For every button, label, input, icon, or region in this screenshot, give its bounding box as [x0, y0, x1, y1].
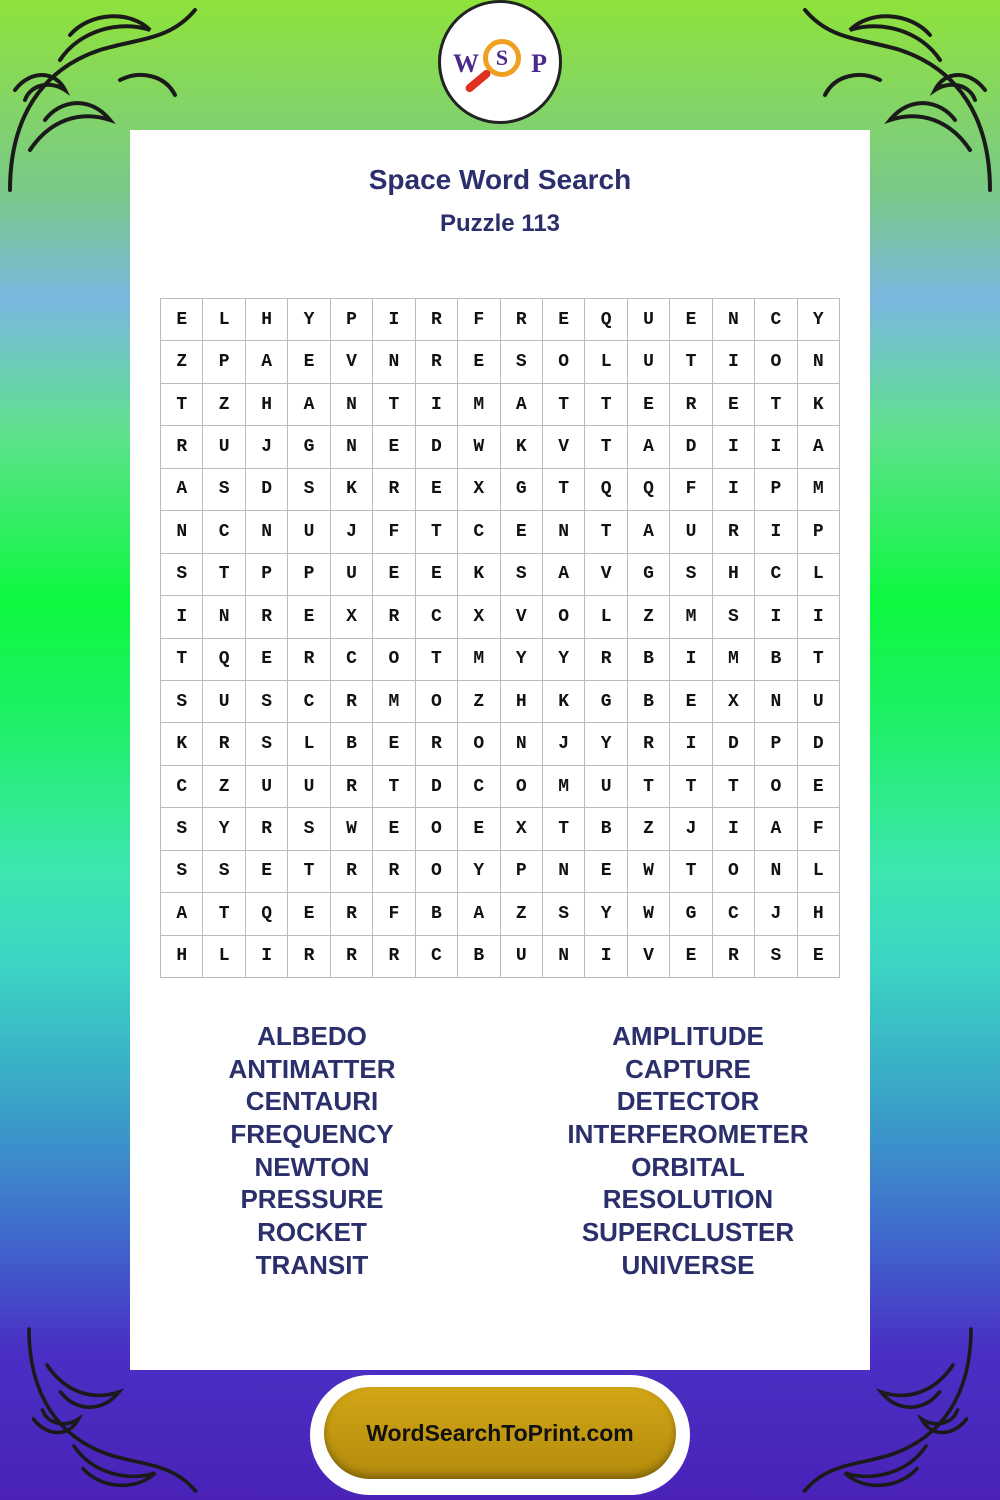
word-list-item: CENTAURI: [245, 1086, 379, 1117]
grid-cell[interactable]: S: [246, 723, 288, 765]
grid-cell[interactable]: C: [416, 596, 458, 638]
grid-cell[interactable]: E: [373, 723, 415, 765]
grid-cell[interactable]: C: [416, 936, 458, 978]
grid-cell[interactable]: O: [713, 851, 755, 893]
grid-cell[interactable]: T: [585, 511, 627, 553]
grid-cell[interactable]: C: [713, 893, 755, 935]
grid-cell[interactable]: T: [543, 808, 585, 850]
grid-cell[interactable]: R: [501, 299, 543, 341]
grid-cell[interactable]: B: [416, 893, 458, 935]
grid-cell[interactable]: L: [798, 554, 840, 596]
grid-cell[interactable]: W: [331, 808, 373, 850]
grid-cell[interactable]: N: [161, 511, 203, 553]
grid-cell[interactable]: P: [331, 299, 373, 341]
grid-cell[interactable]: E: [670, 936, 712, 978]
grid-cell[interactable]: R: [713, 936, 755, 978]
grid-cell[interactable]: K: [458, 554, 500, 596]
grid-cell[interactable]: G: [585, 681, 627, 723]
grid-cell[interactable]: N: [373, 341, 415, 383]
grid-cell[interactable]: S: [161, 554, 203, 596]
grid-cell[interactable]: V: [543, 426, 585, 468]
grid-cell[interactable]: F: [458, 299, 500, 341]
grid-cell[interactable]: Y: [585, 893, 627, 935]
grid-cell[interactable]: P: [798, 511, 840, 553]
grid-cell[interactable]: N: [543, 851, 585, 893]
grid-cell[interactable]: M: [373, 681, 415, 723]
grid-cell[interactable]: B: [458, 936, 500, 978]
grid-cell[interactable]: E: [798, 766, 840, 808]
grid-cell[interactable]: Y: [585, 723, 627, 765]
grid-cell[interactable]: O: [416, 681, 458, 723]
grid-cell[interactable]: G: [288, 426, 330, 468]
grid-cell[interactable]: S: [713, 596, 755, 638]
grid-cell[interactable]: H: [798, 893, 840, 935]
grid-cell[interactable]: B: [628, 639, 670, 681]
grid-cell[interactable]: J: [670, 808, 712, 850]
grid-cell[interactable]: N: [203, 596, 245, 638]
grid-cell[interactable]: T: [798, 639, 840, 681]
grid-cell[interactable]: T: [373, 766, 415, 808]
grid-cell[interactable]: N: [501, 723, 543, 765]
grid-cell[interactable]: X: [501, 808, 543, 850]
grid-cell[interactable]: J: [331, 511, 373, 553]
grid-cell[interactable]: C: [203, 511, 245, 553]
grid-cell[interactable]: T: [203, 893, 245, 935]
grid-cell[interactable]: R: [628, 723, 670, 765]
grid-cell[interactable]: X: [458, 469, 500, 511]
grid-cell[interactable]: C: [755, 299, 797, 341]
grid-cell[interactable]: P: [288, 554, 330, 596]
grid-cell[interactable]: R: [161, 426, 203, 468]
grid-cell[interactable]: N: [713, 299, 755, 341]
grid-cell[interactable]: T: [203, 554, 245, 596]
grid-cell[interactable]: U: [585, 766, 627, 808]
grid-cell[interactable]: M: [713, 639, 755, 681]
grid-cell[interactable]: G: [501, 469, 543, 511]
grid-cell[interactable]: F: [670, 469, 712, 511]
grid-cell[interactable]: R: [331, 851, 373, 893]
grid-cell[interactable]: Z: [161, 341, 203, 383]
grid-cell[interactable]: S: [670, 554, 712, 596]
grid-cell[interactable]: D: [416, 426, 458, 468]
grid-cell[interactable]: C: [755, 554, 797, 596]
grid-cell[interactable]: I: [246, 936, 288, 978]
grid-cell[interactable]: I: [416, 384, 458, 426]
grid-cell[interactable]: U: [288, 511, 330, 553]
grid-cell[interactable]: F: [798, 808, 840, 850]
grid-cell[interactable]: I: [798, 596, 840, 638]
grid-cell[interactable]: M: [670, 596, 712, 638]
grid-cell[interactable]: B: [755, 639, 797, 681]
grid-cell[interactable]: D: [670, 426, 712, 468]
grid-cell[interactable]: H: [246, 299, 288, 341]
logo-letter-s: S: [495, 45, 509, 70]
grid-cell[interactable]: S: [161, 808, 203, 850]
grid-cell[interactable]: Z: [628, 596, 670, 638]
grid-cell[interactable]: N: [543, 936, 585, 978]
grid-cell[interactable]: E: [670, 681, 712, 723]
word-list-item: SUPERCLUSTER: [581, 1217, 795, 1248]
grid-cell[interactable]: P: [203, 341, 245, 383]
grid-cell[interactable]: H: [161, 936, 203, 978]
grid-cell[interactable]: E: [458, 341, 500, 383]
grid-cell[interactable]: G: [628, 554, 670, 596]
grid-cell[interactable]: E: [373, 808, 415, 850]
grid-cell[interactable]: U: [203, 681, 245, 723]
grid-cell[interactable]: S: [161, 851, 203, 893]
grid-cell[interactable]: U: [246, 766, 288, 808]
grid-cell[interactable]: R: [246, 596, 288, 638]
grid-cell[interactable]: C: [458, 766, 500, 808]
grid-cell[interactable]: E: [288, 341, 330, 383]
grid-cell[interactable]: O: [755, 341, 797, 383]
grid-cell[interactable]: T: [373, 384, 415, 426]
grid-cell[interactable]: I: [713, 469, 755, 511]
grid-cell[interactable]: E: [628, 384, 670, 426]
grid-cell[interactable]: R: [288, 639, 330, 681]
grid-cell[interactable]: I: [585, 936, 627, 978]
grid-cell[interactable]: K: [798, 384, 840, 426]
grid-cell[interactable]: V: [501, 596, 543, 638]
grid-cell[interactable]: U: [501, 936, 543, 978]
grid-cell[interactable]: A: [543, 554, 585, 596]
grid-cell[interactable]: E: [373, 426, 415, 468]
grid-cell[interactable]: R: [416, 341, 458, 383]
grid-cell[interactable]: J: [543, 723, 585, 765]
puzzle-number: Puzzle 113: [439, 210, 561, 237]
grid-cell[interactable]: E: [543, 299, 585, 341]
grid-cell[interactable]: G: [670, 893, 712, 935]
word-list-item: NEWTON: [254, 1151, 370, 1182]
grid-cell[interactable]: N: [798, 341, 840, 383]
grid-cell[interactable]: N: [755, 681, 797, 723]
grid-cell[interactable]: A: [628, 511, 670, 553]
grid-cell[interactable]: T: [416, 639, 458, 681]
grid-cell[interactable]: L: [288, 723, 330, 765]
footer-site-label: WordSearchToPrint.com: [366, 1419, 634, 1446]
wsp-logo: [438, 0, 562, 124]
grid-cell[interactable]: L: [203, 299, 245, 341]
grid-cell[interactable]: E: [246, 851, 288, 893]
grid-cell[interactable]: A: [628, 426, 670, 468]
grid-cell[interactable]: C: [458, 511, 500, 553]
grid-cell[interactable]: N: [331, 426, 373, 468]
grid-cell[interactable]: O: [543, 596, 585, 638]
grid-cell[interactable]: P: [755, 469, 797, 511]
grid-cell[interactable]: O: [755, 766, 797, 808]
grid-cell[interactable]: E: [416, 554, 458, 596]
grid-cell[interactable]: T: [543, 469, 585, 511]
grid-cell[interactable]: E: [288, 596, 330, 638]
grid-cell[interactable]: C: [161, 766, 203, 808]
grid-cell[interactable]: E: [416, 469, 458, 511]
grid-cell[interactable]: R: [246, 808, 288, 850]
grid-cell[interactable]: A: [246, 341, 288, 383]
grid-cell[interactable]: Q: [246, 893, 288, 935]
grid-cell[interactable]: Z: [203, 766, 245, 808]
word-list-item: AMPLITUDE: [612, 1021, 764, 1051]
grid-cell[interactable]: S: [203, 469, 245, 511]
grid-cell[interactable]: I: [670, 723, 712, 765]
grid-cell[interactable]: T: [416, 511, 458, 553]
grid-cell[interactable]: T: [161, 384, 203, 426]
grid-cell[interactable]: E: [373, 554, 415, 596]
grid-cell[interactable]: Z: [458, 681, 500, 723]
grid-cell[interactable]: N: [755, 851, 797, 893]
grid-cell[interactable]: M: [798, 469, 840, 511]
word-list-item: TRANSIT: [255, 1249, 369, 1280]
grid-cell[interactable]: Z: [203, 384, 245, 426]
grid-cell[interactable]: E: [161, 299, 203, 341]
grid-cell[interactable]: R: [713, 511, 755, 553]
grid-cell[interactable]: R: [373, 596, 415, 638]
grid-cell[interactable]: I: [713, 426, 755, 468]
grid-cell[interactable]: T: [670, 766, 712, 808]
footer-site-button[interactable]: [324, 1387, 676, 1479]
grid-cell[interactable]: E: [585, 851, 627, 893]
grid-cell[interactable]: S: [203, 851, 245, 893]
grid-cell[interactable]: K: [331, 469, 373, 511]
grid-cell[interactable]: S: [246, 681, 288, 723]
grid-cell[interactable]: V: [585, 554, 627, 596]
grid-cell[interactable]: R: [670, 384, 712, 426]
grid-cell[interactable]: S: [543, 893, 585, 935]
grid-cell[interactable]: R: [416, 299, 458, 341]
grid-cell[interactable]: I: [713, 808, 755, 850]
grid-cell[interactable]: T: [288, 851, 330, 893]
word-list-item: ROCKET: [257, 1217, 367, 1248]
grid-cell[interactable]: B: [585, 808, 627, 850]
grid-cell[interactable]: I: [713, 341, 755, 383]
grid-cell[interactable]: Z: [501, 893, 543, 935]
grid-cell[interactable]: T: [543, 384, 585, 426]
grid-cell[interactable]: S: [288, 808, 330, 850]
grid-cell[interactable]: K: [501, 426, 543, 468]
grid-cell[interactable]: C: [331, 639, 373, 681]
grid-cell[interactable]: M: [543, 766, 585, 808]
grid-cell[interactable]: H: [713, 554, 755, 596]
grid-cell[interactable]: T: [670, 851, 712, 893]
grid-cell[interactable]: I: [755, 596, 797, 638]
grid-cell[interactable]: T: [585, 426, 627, 468]
grid-cell[interactable]: P: [755, 723, 797, 765]
grid-cell[interactable]: W: [628, 893, 670, 935]
grid-cell[interactable]: Y: [543, 639, 585, 681]
grid-cell[interactable]: D: [416, 766, 458, 808]
grid-cell[interactable]: X: [713, 681, 755, 723]
grid-cell[interactable]: T: [713, 766, 755, 808]
letter-grid: [160, 298, 840, 978]
grid-cell[interactable]: L: [585, 341, 627, 383]
grid-cell[interactable]: D: [713, 723, 755, 765]
grid-cell[interactable]: O: [501, 766, 543, 808]
grid-cell[interactable]: P: [246, 554, 288, 596]
grid-cell[interactable]: N: [331, 384, 373, 426]
grid-cell[interactable]: L: [798, 851, 840, 893]
grid-cell[interactable]: R: [203, 723, 245, 765]
word-list-item: INTERFEROMETER: [567, 1119, 809, 1150]
grid-cell[interactable]: N: [246, 511, 288, 553]
grid-cell[interactable]: A: [458, 893, 500, 935]
grid-cell[interactable]: I: [161, 596, 203, 638]
grid-cell[interactable]: E: [713, 384, 755, 426]
grid-cell[interactable]: R: [373, 936, 415, 978]
grid-cell[interactable]: I: [755, 426, 797, 468]
grid-cell[interactable]: O: [543, 341, 585, 383]
grid-cell[interactable]: U: [288, 766, 330, 808]
grid-cell[interactable]: S: [501, 554, 543, 596]
word-list-item: RESOLUTION: [602, 1184, 774, 1215]
grid-cell[interactable]: R: [288, 936, 330, 978]
grid-cell[interactable]: R: [331, 936, 373, 978]
grid-cell[interactable]: E: [288, 893, 330, 935]
grid-cell[interactable]: L: [585, 596, 627, 638]
grid-cell[interactable]: V: [628, 936, 670, 978]
grid-cell[interactable]: R: [331, 681, 373, 723]
grid-cell[interactable]: U: [331, 554, 373, 596]
grid-cell[interactable]: P: [501, 851, 543, 893]
grid-cell[interactable]: X: [331, 596, 373, 638]
grid-cell[interactable]: L: [203, 936, 245, 978]
grid-cell[interactable]: Q: [203, 639, 245, 681]
grid-cell[interactable]: A: [755, 808, 797, 850]
grid-cell[interactable]: O: [458, 723, 500, 765]
grid-cell[interactable]: A: [501, 384, 543, 426]
grid-cell[interactable]: M: [458, 384, 500, 426]
grid-cell[interactable]: R: [585, 639, 627, 681]
grid-cell[interactable]: O: [373, 639, 415, 681]
grid-cell[interactable]: U: [670, 511, 712, 553]
grid-cell[interactable]: R: [373, 469, 415, 511]
grid-cell[interactable]: B: [331, 723, 373, 765]
grid-cell[interactable]: O: [416, 808, 458, 850]
grid-cell[interactable]: A: [161, 893, 203, 935]
grid-cell[interactable]: S: [755, 936, 797, 978]
grid-cell[interactable]: W: [458, 426, 500, 468]
grid-cell[interactable]: U: [798, 681, 840, 723]
word-list-item: FREQUENCY: [230, 1119, 394, 1150]
grid-cell[interactable]: E: [798, 936, 840, 978]
grid-cell[interactable]: J: [755, 893, 797, 935]
grid-cell[interactable]: S: [161, 681, 203, 723]
word-list-item: ORBITAL: [631, 1151, 745, 1182]
word-list-left: [157, 1020, 467, 1282]
word-list-item: UNIVERSE: [621, 1249, 755, 1280]
grid-cell[interactable]: A: [161, 469, 203, 511]
grid-cell[interactable]: R: [373, 851, 415, 893]
grid-cell[interactable]: U: [628, 341, 670, 383]
grid-cell[interactable]: F: [373, 893, 415, 935]
grid-cell[interactable]: X: [458, 596, 500, 638]
grid-cell[interactable]: I: [755, 511, 797, 553]
word-list-item: ANTIMATTER: [228, 1053, 396, 1084]
grid-cell[interactable]: A: [798, 426, 840, 468]
grid-cell[interactable]: U: [628, 299, 670, 341]
grid-cell[interactable]: H: [501, 681, 543, 723]
grid-cell[interactable]: H: [246, 384, 288, 426]
grid-cell[interactable]: E: [246, 639, 288, 681]
word-list-item: PRESSURE: [240, 1184, 384, 1215]
grid-cell[interactable]: K: [161, 723, 203, 765]
grid-cell[interactable]: F: [373, 511, 415, 553]
grid-cell[interactable]: T: [628, 766, 670, 808]
grid-cell[interactable]: A: [288, 384, 330, 426]
grid-cell[interactable]: M: [458, 639, 500, 681]
grid-cell[interactable]: O: [416, 851, 458, 893]
grid-cell[interactable]: Q: [585, 299, 627, 341]
grid-cell[interactable]: D: [798, 723, 840, 765]
grid-cell[interactable]: I: [373, 299, 415, 341]
grid-cell[interactable]: V: [331, 341, 373, 383]
grid-cell[interactable]: N: [543, 511, 585, 553]
word-list-item: DETECTOR: [616, 1086, 760, 1117]
grid-cell[interactable]: T: [755, 384, 797, 426]
grid-cell[interactable]: R: [331, 893, 373, 935]
grid-cell[interactable]: Y: [203, 808, 245, 850]
logo-letter-w: W: [453, 49, 479, 78]
grid-cell[interactable]: Y: [288, 299, 330, 341]
grid-cell[interactable]: E: [670, 299, 712, 341]
grid-cell[interactable]: D: [246, 469, 288, 511]
grid-cell[interactable]: T: [670, 341, 712, 383]
grid-cell[interactable]: B: [628, 681, 670, 723]
grid-cell[interactable]: J: [246, 426, 288, 468]
word-list-item: CAPTURE: [625, 1053, 751, 1084]
grid-cell[interactable]: Y: [798, 299, 840, 341]
grid-cell[interactable]: T: [161, 639, 203, 681]
grid-cell[interactable]: R: [416, 723, 458, 765]
grid-cell[interactable]: E: [501, 511, 543, 553]
grid-cell[interactable]: Y: [458, 851, 500, 893]
grid-cell[interactable]: W: [628, 851, 670, 893]
word-list-right: [533, 1020, 843, 1282]
grid-cell[interactable]: K: [543, 681, 585, 723]
grid-cell[interactable]: Y: [501, 639, 543, 681]
grid-cell[interactable]: S: [288, 469, 330, 511]
page-title: Space Word Search: [368, 164, 632, 195]
grid-cell[interactable]: U: [203, 426, 245, 468]
grid-cell[interactable]: S: [501, 341, 543, 383]
grid-cell[interactable]: I: [670, 639, 712, 681]
grid-cell[interactable]: E: [458, 808, 500, 850]
grid-cell[interactable]: Z: [628, 808, 670, 850]
grid-cell[interactable]: C: [288, 681, 330, 723]
grid-cell[interactable]: T: [585, 384, 627, 426]
grid-cell[interactable]: Q: [585, 469, 627, 511]
grid-cell[interactable]: Q: [628, 469, 670, 511]
logo-letter-p: P: [531, 49, 547, 78]
grid-cell[interactable]: R: [331, 766, 373, 808]
word-list-item: ALBEDO: [257, 1021, 367, 1051]
